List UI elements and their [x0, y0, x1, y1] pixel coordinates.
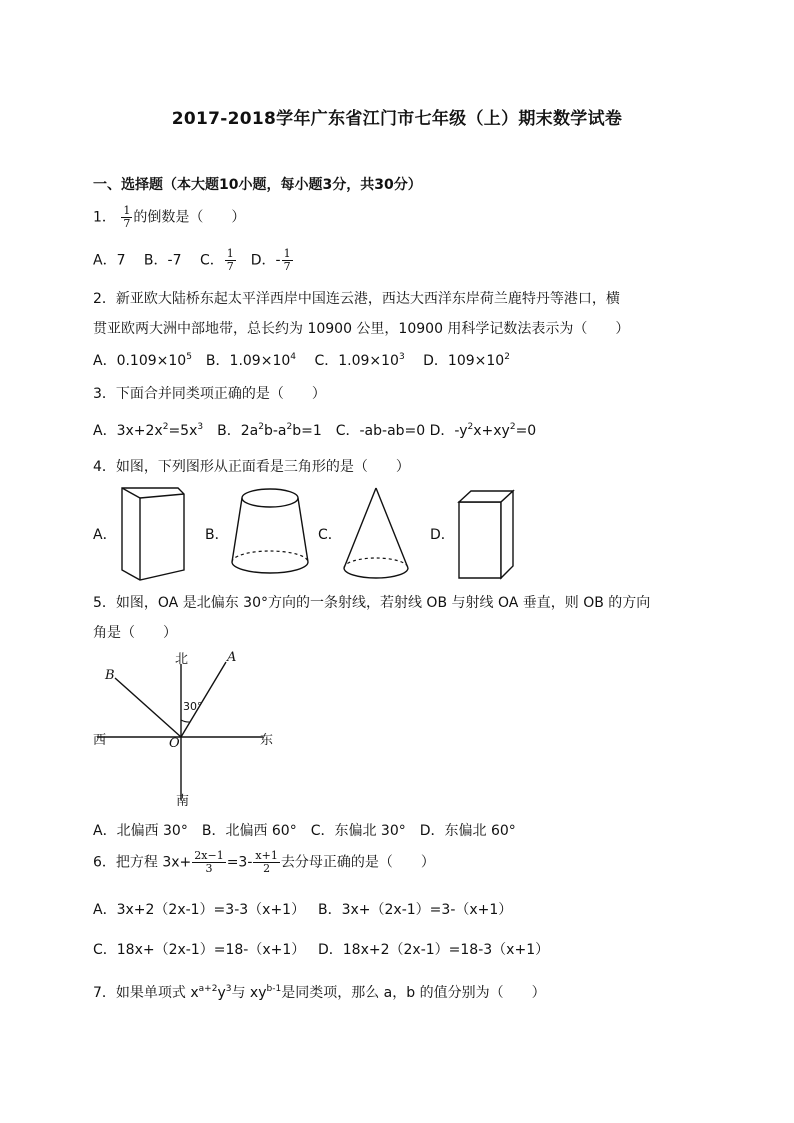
label-point-b: B [105, 668, 115, 683]
q3-b3: b=1 [292, 423, 322, 439]
question-2-line-1: 2．新亚欧大陆桥东起太平洋西岸中国连云港，西达大西洋东岸荷兰鹿特丹等港口，横 [93, 291, 620, 307]
q1-frac-num: 1 [123, 204, 131, 217]
question-1-stem [93, 205, 245, 230]
q7-exp2: 3 [225, 984, 232, 994]
q3-c2: x+xy [473, 423, 510, 439]
q3-c: C．-ab-ab=0 D．-y [321, 423, 468, 439]
q6-f1-num: 2x−1 [194, 849, 224, 862]
frustum-figure [228, 486, 312, 582]
q3-b1: B．2a [203, 423, 259, 439]
q2-optD: D．109×10 [404, 353, 505, 369]
q6-f1-den: 3 [205, 862, 213, 875]
q7-post: 是同类项，那么 a，b 的值分别为（ ） [281, 985, 546, 1001]
q6-post: 去分母正确的是（ ） [280, 854, 435, 871]
q2-optB: B．1.09×10 [191, 353, 291, 369]
triangular-prism-figure [118, 484, 190, 584]
q6-pre: 6．把方程 3x+ [93, 854, 192, 871]
q1-prefix: 1． [93, 209, 116, 226]
label-south: 南 [176, 794, 190, 809]
q1-optD-num: 1 [283, 247, 291, 260]
q6-fraction-2 [253, 850, 279, 875]
q3-b1-exp: 2 [258, 422, 264, 432]
question-5-line-1: 5．如图，OA 是北偏东 30°方向的一条射线，若射线 OB 与射线 OA 垂直，则 OB 的方向 [93, 595, 651, 611]
q2-optD-exp: 2 [504, 352, 510, 362]
q6-option-d: D．18x+2（2x-1）=18-3（x+1） [318, 942, 550, 958]
q2-optC: C．1.09×10 [296, 353, 399, 369]
q3-c-exp: 2 [467, 422, 474, 432]
q3-b2-exp: 2 [286, 422, 293, 432]
q1-optC-den: 7 [226, 260, 234, 273]
question-2-options [93, 350, 510, 370]
label-origin-o: O [169, 736, 180, 751]
q7-exp3: b-1 [266, 984, 282, 994]
question-2-line-2: 贯亚欧两大洲中部地带，总长约为 10900 公里，10900 用科学记数法表示为（ ） [93, 321, 630, 337]
question-1-options [93, 248, 294, 273]
question-5-options: A．北偏西 30° B．北偏西 60° C．东偏北 30° D．东偏北 60° [93, 823, 516, 839]
q1-options-ab: A．7 B．-7 C． [93, 252, 224, 269]
label-north: 北 [175, 652, 189, 667]
q4-label-b: B． [205, 527, 229, 543]
q6-option-c: C．18x+（2x-1）=18-（x+1） [93, 942, 306, 958]
question-6-stem [93, 850, 435, 875]
q7-pre: 7．如果单项式 x [93, 985, 199, 1001]
question-3-options [93, 420, 536, 440]
q2-optC-exp: 3 [398, 352, 405, 362]
q7-exp1: a+2 [198, 984, 218, 994]
question-7-stem [93, 982, 546, 1002]
q3-b2: b-a [263, 423, 287, 439]
q1-optD-den: 7 [283, 260, 291, 273]
q3-a1-exp: 2 [162, 422, 169, 432]
question-4-stem: 4．如图，下列图形从正面看是三角形的是（ ） [93, 459, 410, 475]
q6-option-a: A．3x+2（2x-1）=3-3（x+1） [93, 902, 306, 918]
q6-f2-num: x+1 [255, 849, 278, 862]
q4-label-d: D． [430, 527, 455, 543]
question-3-stem: 3．下面合并同类项正确的是（ ） [93, 386, 326, 402]
q4-label-a: A． [93, 527, 117, 543]
q3-a2: =5x [168, 423, 198, 439]
q6-f2-den: 2 [263, 862, 271, 875]
q6-mid: =3- [226, 854, 253, 871]
label-west: 西 [93, 733, 107, 748]
q1-frac-den: 7 [123, 217, 131, 230]
q1-fraction [121, 205, 132, 230]
q3-a2-exp: 3 [197, 422, 204, 432]
cone-figure [340, 484, 412, 584]
q1-suffix: 的倒数是（ ） [133, 209, 246, 226]
question-5-line-2: 角是（ ） [93, 625, 177, 641]
q6-fraction-1 [192, 850, 225, 875]
section-heading: 一、选择题（本大题10小题，每小题3分，共30分） [93, 177, 422, 193]
q2-optA: A．0.109×10 [93, 353, 187, 369]
page-title: 2017-2018学年广东省江门市七年级（上）期末数学试卷 [171, 109, 623, 129]
q6-option-b: B．3x+（2x-1）=3-（x+1） [318, 902, 513, 918]
label-point-a: A [227, 650, 237, 665]
q2-optB-exp: 4 [290, 352, 296, 362]
q1-optD-label: D．- [236, 252, 281, 269]
q7-mid2: 与 xy [231, 985, 267, 1001]
q7-mid1: y [217, 985, 226, 1001]
q1-optC-num: 1 [226, 247, 234, 260]
q2-optA-exp: 5 [186, 352, 192, 362]
direction-diagram [93, 650, 274, 809]
q1-optC-fraction [225, 248, 236, 273]
q3-c2-exp: 2 [509, 422, 516, 432]
label-angle: 30° [183, 700, 203, 713]
q3-a1: A．3x+2x [93, 423, 163, 439]
label-east: 东 [260, 733, 274, 748]
q4-label-c: C． [318, 527, 342, 543]
q3-c3: =0 [515, 423, 537, 439]
q1-optD-fraction [282, 248, 293, 273]
cuboid-figure [455, 488, 519, 582]
